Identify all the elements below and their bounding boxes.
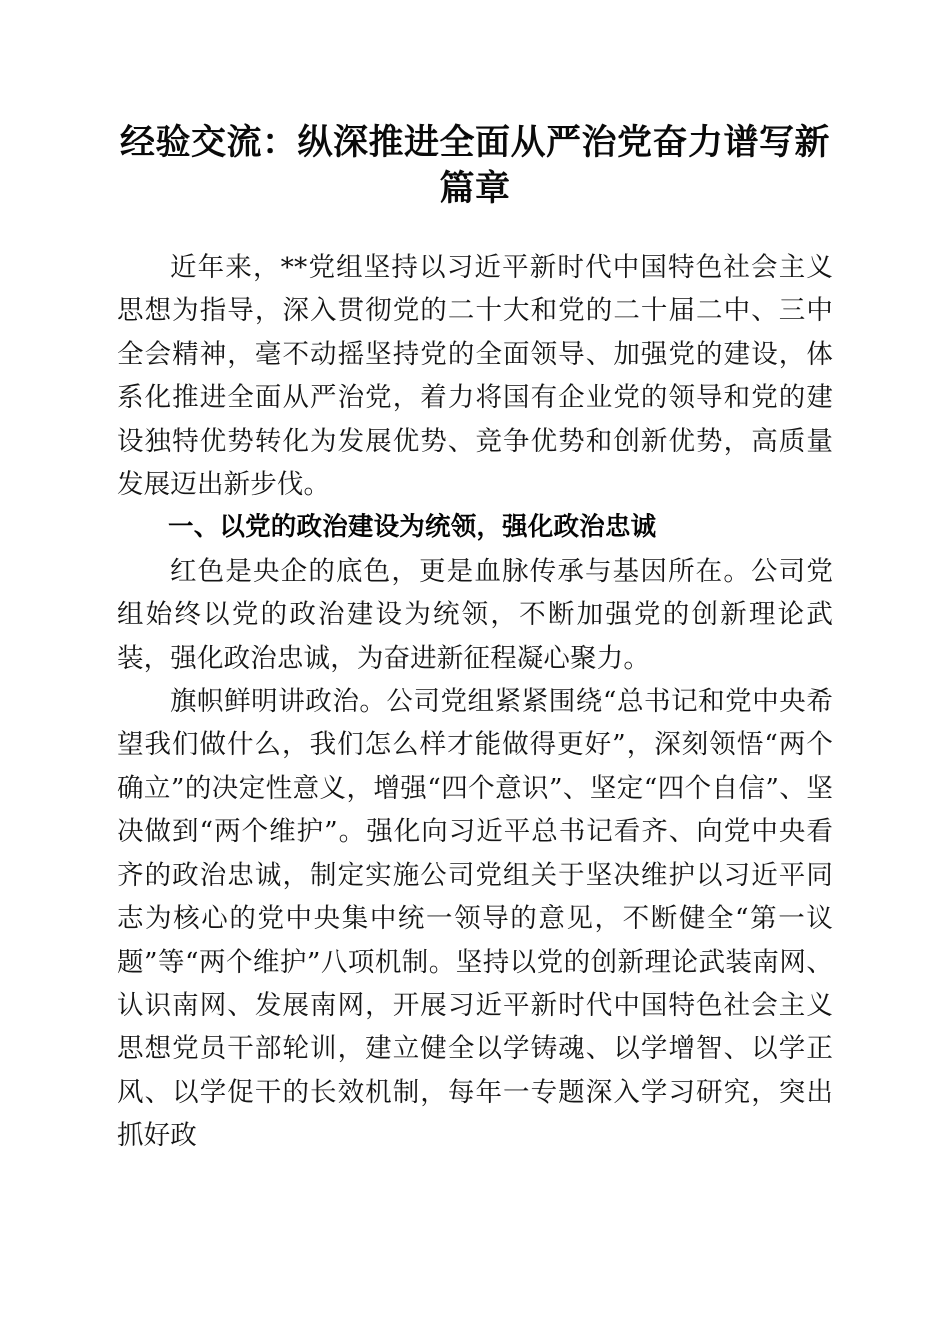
paragraph-intro: 近年来，**党组坚持以习近平新时代中国特色社会主义思想为指导，深入贯彻党的二十大和党的二十届二中、三中全会精神，毫不动摇坚持党的全面领导、加强党的建设，体系化推进全面从严治党，着力将国有企业党的领导和党的建设独特优势转化为发展优势、竞争优势和创新优势，高质量发展迈出新步伐。 — [117, 252, 833, 501]
paragraph-section-one-p1: 红色是央企的底色，更是血脉传承与基因所在。公司党组始终以党的政治建设为统领，不断加强党的创新理论武装，强化政治忠诚，为奋进新征程凝心聚力。 — [117, 555, 833, 674]
document-body — [117, 212, 833, 1158]
page-title: 经验交流：纵深推进全面从严治党奋力谱写新篇章 — [119, 123, 830, 208]
paragraph-section-one-p2: 旗帜鲜明讲政治。公司党组紧紧围绕“总书记和党中央希望我们做什么，我们怎么样才能做得更好”，深刻领悟“两个确立”的决定性意义，增强“四个意识”、坚定“四个自信”、坚决做到“两个维护”。强化向习近平总书记看齐、向党中央看齐的政治忠诚，制定实施公司党组关于坚决维护以习近平同志为核心的党中央集中统一领导的意见，不断健全“第一议题”等“两个维护”八项机制。坚持以党的创新理论武装南网、认识南网、发展南网，开展习近平新时代中国特色社会主义思想党员干部轮训，建立健全以学铸魂、以学增智、以学正风、以学促干的长效机制，每年一专题深入学习研究，突出抓好政 — [117, 686, 833, 1152]
section-heading-one: 一、以党的政治建设为统领，强化政治忠诚 — [168, 512, 657, 543]
